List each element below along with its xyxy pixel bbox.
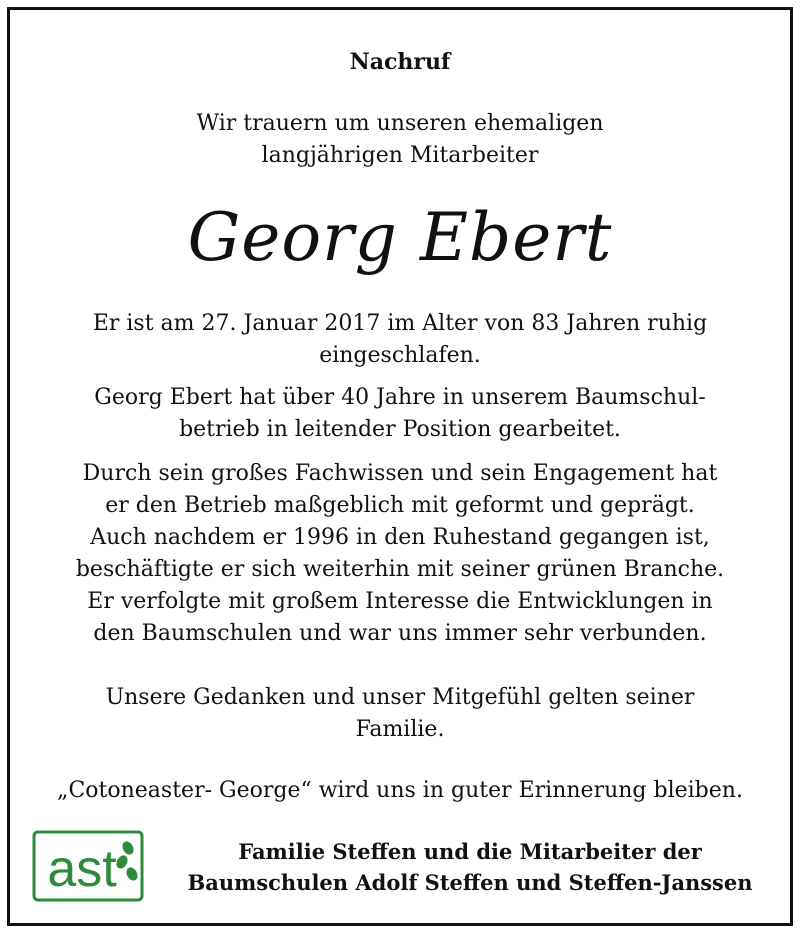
text-line: betrieb in leitender Position gearbeitet. — [179, 417, 621, 442]
paragraph-career — [30, 382, 770, 446]
text-line: eingeschlafen. — [319, 343, 481, 368]
text-line: Er ist am 27. Januar 2017 im Alter von 83 Jahren ruhig — [92, 311, 708, 336]
text-line: den Baumschulen und war uns immer sehr verbunden. — [93, 621, 707, 646]
company-logo — [32, 830, 144, 902]
paragraph-memory — [30, 775, 770, 807]
text-line: beschäftigte er sich weiterhin mit seiner grünen Branche. — [75, 557, 725, 582]
text-line: Familie. — [355, 717, 445, 742]
text-line: Er verfolgte mit großem Interesse die Entwicklungen in — [87, 589, 713, 614]
intro-text — [10, 108, 790, 172]
text-line: Unsere Gedanken und unser Mitgefühl gelten seiner — [105, 685, 695, 710]
text-line: er den Betrieb maßgeblich mit geformt und geprägt. — [105, 493, 695, 518]
paragraph-death-notice — [30, 308, 770, 372]
obituary-frame — [7, 7, 793, 926]
signature-line: Familie Steffen und die Mitarbeiter der — [238, 839, 702, 864]
leaf-icon — [114, 839, 140, 882]
deceased-name: Georg Ebert — [187, 199, 613, 276]
logo-text: ast — [47, 840, 117, 898]
signature-line: Baumschulen Adolf Steffen und Steffen-Janssen — [187, 870, 753, 895]
intro-line: langjährigen Mitarbeiter — [261, 143, 539, 168]
paragraph-engagement — [30, 458, 770, 650]
paragraph-condolence — [30, 682, 770, 746]
text-line: Auch nachdem er 1996 in den Ruhestand gegangen ist, — [90, 525, 710, 550]
heading: Nachruf — [349, 49, 451, 75]
text-line: Durch sein großes Fachwissen und sein Engagement hat — [82, 461, 718, 486]
intro-line: Wir trauern um unseren ehemaligen — [196, 111, 604, 136]
signature — [150, 836, 790, 898]
text-line: Georg Ebert hat über 40 Jahre in unserem Baumschul- — [94, 385, 706, 410]
text-line: „Cotoneaster- George“ wird uns in guter Erinnerung bleiben. — [57, 778, 743, 803]
